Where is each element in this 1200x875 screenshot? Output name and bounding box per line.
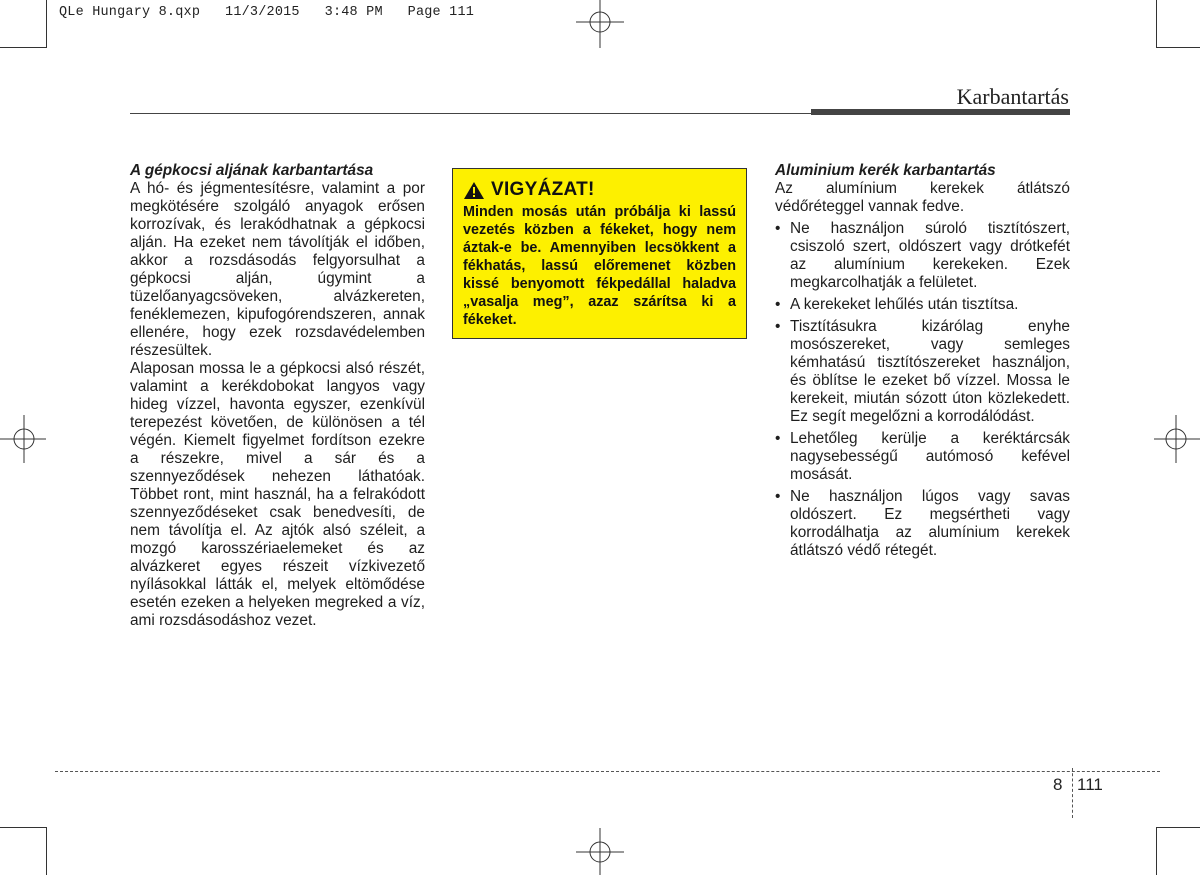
header-rule-accent [811, 109, 1070, 115]
right-column-heading: Aluminium kerék karbantartás [775, 162, 996, 179]
warning-text: Minden mosás után próbálja ki lassú vezetés közben a fékeket, hogy nem áztak-e be. Amennyiben lecsökkent a fékhatás, lassú előremenet közben kissé benyomott fékpedállal haladva „vasalja meg”, azaz szárítsa ki a fékeket. [463, 204, 736, 328]
chapter-number: 8 [1053, 775, 1063, 794]
footer-separator [1072, 768, 1073, 818]
crop-mark-bottom-right-horizontal [1156, 827, 1200, 828]
left-column [130, 162, 425, 630]
care-bullet-list [775, 220, 1070, 560]
crop-mark-bottom-right-vertical [1156, 827, 1157, 875]
crop-mark-bottom-left-vertical [46, 827, 47, 875]
right-column [775, 162, 1070, 560]
warning-triangle-icon [463, 181, 485, 200]
section-title: Karbantartás [956, 84, 1069, 109]
crop-mark-top-right-horizontal [1156, 47, 1200, 48]
print-slug: QLe Hungary 8.qxp 11/3/2015 3:48 PM Page 111 [59, 5, 475, 20]
warning-title: VIGYÁZAT! [491, 179, 595, 200]
page-number: 111 [1077, 775, 1103, 794]
list-item: • Ne használjon lúgos vagy savas oldószert. Ez megsértheti vagy korrodálhatja az alumínium kerekek átlátszó védő rétegét. [775, 488, 1070, 560]
footer-dashed-rule [55, 771, 1160, 772]
list-item: • Lehetőleg kerülje a keréktárcsák nagysebességű autómosó kefével mosását. [775, 430, 1070, 484]
left-column-heading: A gépkocsi aljának karbantartása [130, 162, 374, 179]
list-item: • A kerekeket lehűlés után tisztítsa. [775, 296, 1070, 314]
left-column-paragraph-1: A hó- és jégmentesítésre, valamint a por megkötésére szolgáló anyagok erősen korrozívak, és lerakódhatnak a gépkocsi alján. Ha ezeket nem távolítják el időben, akkor a rozsdásodás felgyorsulhat a gépkocsi alján, úgymint a tüzelőanyagcsöveken, alvázkereten, fenéklemezen, kipufogórendszeren, annak ellenére, hogy ezek rozsdavédelemben részesültek. [130, 180, 425, 359]
warning-box [452, 168, 747, 339]
crop-mark-bottom-left-horizontal [0, 827, 47, 828]
list-item: • Tisztításukra kizárólag enyhe mosószereket, vagy semleges kémhatású tisztítószereket használjon, és öblítse le ezeket bő vízzel. Mossa le kerekeit, miután sózott úton közlekedett. Ez segít megelőzni a korrodálódást. [775, 318, 1070, 426]
crop-mark-top-right-vertical [1156, 0, 1157, 48]
registration-mark-left [0, 395, 48, 485]
right-column-intro: Az alumínium kerekek átlátszó védőréteggel vannak fedve. [775, 180, 1070, 215]
registration-mark-top [568, 0, 632, 50]
registration-mark-bottom [568, 828, 632, 875]
header-rule [130, 113, 811, 114]
warning-header [463, 179, 595, 201]
left-column-paragraph-2: Alaposan mossa le a gépkocsi alsó részét, valamint a kerékdobokat langyos vagy hideg vízzel, havonta egyszer, ezenkívül terepezést követően, de különösen a tél végén. Kiemelt figyelmet fordítson ezekre a részekre, mivel a sár és a szennyeződések nehezen láthatóak. Többet ront, mint használ, ha a felrakódott szennyeződéseket csak benedvesíti, de nem távolítja el. Az ajtók alsó széleit, a mozgó karosszériaelemeket és az alvázkeret egyes részeit vízkivezető nyílásokkal látták el, melyek eltömődése esetén ezeken a helyeken megreked a víz, ami rozsdásodáshoz vezet. [130, 360, 425, 629]
crop-mark-top-left-vertical [46, 0, 47, 48]
list-item: • Ne használjon súroló tisztítószert, csiszoló szert, oldószert vagy drótkefét az alumínium kerekeken. Ezek megkarcolhatják a felületet. [775, 220, 1070, 292]
crop-mark-top-left-horizontal [0, 47, 47, 48]
registration-mark-right [1152, 395, 1200, 485]
